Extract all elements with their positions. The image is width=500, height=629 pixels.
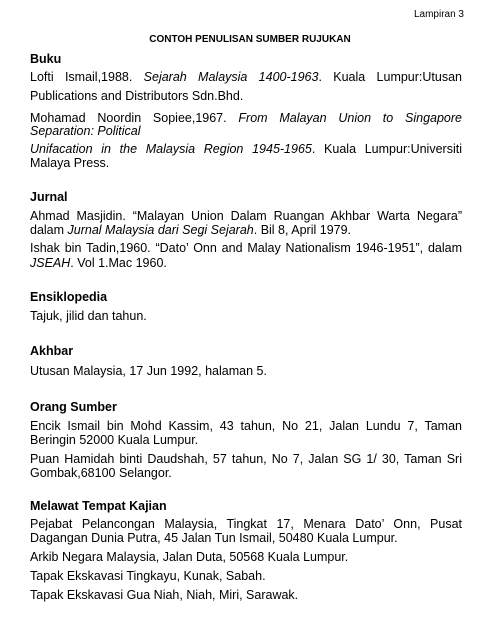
reference-text: . Vol 1.Mac 1960. bbox=[70, 256, 167, 270]
reference-line: Tajuk, jilid dan tahun. bbox=[30, 309, 147, 323]
reference-line: Gombak,68100 Selangor. bbox=[30, 466, 172, 480]
reference-line: Encik Ismail bin Mohd Kassim, 43 tahun, No 21, Jalan Lundu 7, Taman bbox=[30, 419, 462, 433]
reference-line bbox=[30, 255, 462, 271]
reference-publisher: . Kuala Lumpur:Universiti bbox=[311, 142, 462, 156]
reference-book-title: Unifacation in the Malaysia Region 1945-1965 bbox=[30, 142, 312, 156]
reference-text: dalam bbox=[30, 223, 68, 237]
reference-line bbox=[30, 69, 462, 85]
reference-line: Malaya Press. bbox=[30, 156, 110, 170]
reference-line: Arkib Negara Malaysia, Jalan Duta, 50568 Kuala Lumpur. bbox=[30, 550, 349, 564]
reference-line bbox=[30, 222, 462, 238]
reference-author: Mohamad Noordin Sopiee,1967. bbox=[30, 111, 239, 125]
reference-text: . Bil 8, April 1979. bbox=[253, 223, 352, 237]
reference-book-title: Sejarah Malaysia 1400-1963 bbox=[143, 70, 319, 84]
section-heading-akhbar: Akhbar bbox=[30, 344, 74, 358]
reference-publisher: . Kuala Lumpur:Utusan bbox=[318, 70, 462, 84]
reference-journal-title: JSEAH bbox=[30, 256, 71, 270]
reference-line: Utusan Malaysia, 17 Jun 1992, halaman 5. bbox=[30, 364, 267, 378]
appendix-label: Lampiran 3 bbox=[413, 9, 464, 20]
reference-line: Puan Hamidah binti Daudshah, 57 tahun, No 7, Jalan SG 1/ 30, Taman Sri bbox=[30, 452, 462, 466]
reference-line: Tapak Ekskavasi Gua Niah, Niah, Miri, Sarawak. bbox=[30, 588, 299, 602]
section-heading-jurnal: Jurnal bbox=[30, 190, 68, 204]
reference-line: Dagangan Dunia Putra, 45 Jalan Tun Ismail, 50480 Kuala Lumpur. bbox=[30, 531, 398, 545]
reference-line: Separation: Political bbox=[30, 124, 141, 138]
document-title: CONTOH PENULISAN SUMBER RUJUKAN bbox=[149, 34, 351, 45]
reference-line: Ishak bin Tadin,1960. “Dato’ Onn and Malay Nationalism 1946-1951”, dalam bbox=[30, 241, 462, 255]
reference-line: Publications and Distributors Sdn.Bhd. bbox=[30, 89, 244, 103]
reference-line: Tapak Ekskavasi Tingkayu, Kunak, Sabah. bbox=[30, 569, 266, 583]
reference-line: Beringin 52000 Kuala Lumpur. bbox=[30, 433, 199, 447]
reference-line: Pejabat Pelancongan Malaysia, Tingkat 17, Menara Dato’ Onn, Pusat bbox=[30, 517, 462, 531]
section-heading-melawat-tempat-kajian: Melawat Tempat Kajian bbox=[30, 499, 167, 513]
reference-line: Ahmad Masjidin. “Malayan Union Dalam Ruangan Akhbar Warta Negara” bbox=[30, 209, 462, 223]
reference-author: Lofti Ismail,1988. bbox=[30, 70, 144, 84]
section-heading-buku: Buku bbox=[30, 52, 62, 66]
section-heading-orang-sumber: Orang Sumber bbox=[30, 400, 117, 414]
section-heading-ensiklopedia: Ensiklopedia bbox=[30, 290, 108, 304]
reference-book-title: From Malayan Union to Singapore bbox=[238, 111, 462, 125]
reference-journal-title: Jurnal Malaysia dari Segi Sejarah bbox=[67, 223, 254, 237]
